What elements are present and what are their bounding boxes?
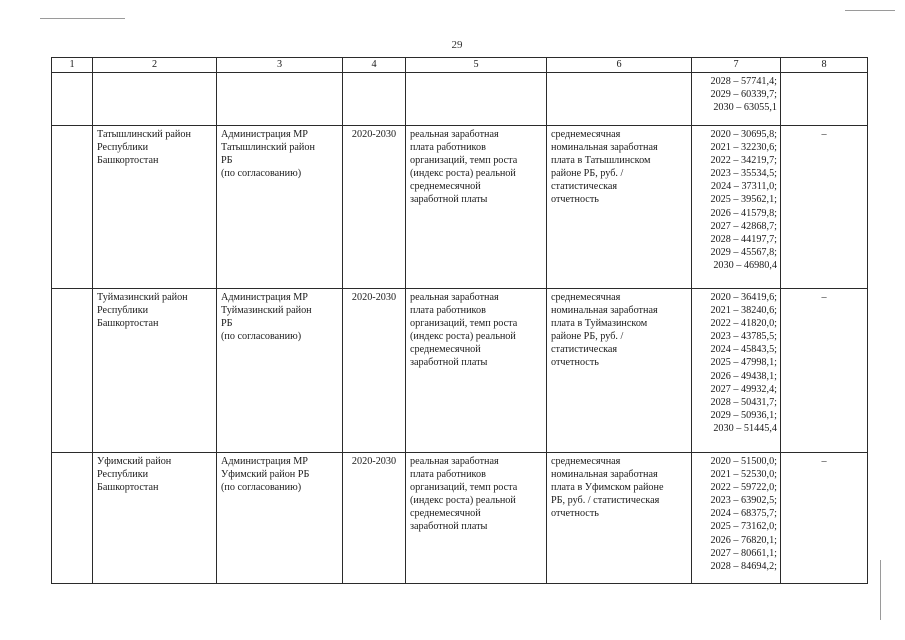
value-line: 2029 – 50936,1;: [710, 409, 777, 421]
cell-indicator: [406, 73, 547, 126]
column-header: 6: [547, 58, 692, 73]
cell-executor: Администрация МР Уфимский район РБ (по согласованию): [217, 453, 343, 584]
value-line: 2022 – 59722,0;: [710, 482, 777, 494]
cell-number: [52, 126, 93, 289]
cell-source: среднемесячная номинальная заработная плата в Уфимском районе РБ, руб. / статистическая отчетность: [547, 453, 692, 584]
cell-period: 2020-2030: [343, 289, 406, 453]
table-row: [52, 126, 868, 289]
value-line: 2023 – 63902,5;: [710, 495, 777, 507]
data-table: [51, 57, 868, 584]
cell-note: [781, 73, 868, 126]
value-line: 2030 – 46980,4: [713, 259, 777, 271]
value-line: 2024 – 37311,0;: [710, 181, 777, 193]
cell-indicator: реальная заработная плата работников организаций, темп роста (индекс роста) реальной среднемесячной заработной платы: [406, 453, 547, 584]
value-line: 2029 – 45567,8;: [710, 246, 777, 258]
cell-number: [52, 453, 93, 584]
table-header-row: [52, 58, 868, 73]
scan-line-top-right: [845, 10, 895, 11]
cell-executor: [217, 73, 343, 126]
column-header: 2: [93, 58, 217, 73]
value-line: 2025 – 39562,1;: [710, 194, 777, 206]
value-line: 2020 – 30695,8;: [710, 129, 777, 140]
value-line: 2030 – 51445,4: [713, 422, 777, 434]
cell-source: среднемесячная номинальная заработная плата в Туймазинском районе РБ, руб. / статистическая отчетность: [547, 289, 692, 453]
cell-period: 2020-2030: [343, 453, 406, 584]
value-line: 2025 – 73162,0;: [710, 521, 777, 533]
cell-note: –: [781, 289, 868, 453]
scan-line-right-edge: [880, 560, 881, 620]
value-line: 2026 – 76820,1;: [710, 534, 777, 546]
value-line: 2028 – 44197,7;: [710, 233, 777, 245]
cell-values: [692, 453, 781, 584]
cell-number: [52, 73, 93, 126]
cell-note: –: [781, 126, 868, 289]
cell-indicator: реальная заработная плата работников организаций, темп роста (индекс роста) реальной среднемесячной заработной платы: [406, 289, 547, 453]
cell-district: Туймазинский район Республики Башкортостан: [93, 289, 217, 453]
value-line: 2021 – 32230,6;: [710, 142, 777, 154]
value-line: 2020 – 36419,6;: [710, 292, 777, 303]
value-line: 2026 – 41579,8;: [710, 207, 777, 219]
cell-values: [692, 126, 781, 289]
column-header: 3: [217, 58, 343, 73]
column-header: 8: [781, 58, 868, 73]
value-line: 2022 – 41820,0;: [710, 318, 777, 330]
cell-executor: Администрация МР Татышлинский район РБ (по согласованию): [217, 126, 343, 289]
cell-executor: Администрация МР Туймазинский район РБ (по согласованию): [217, 289, 343, 453]
cell-period: 2020-2030: [343, 126, 406, 289]
value-line: 2024 – 45843,5;: [710, 344, 777, 356]
table-row: [52, 453, 868, 584]
value-line: 2025 – 47998,1;: [710, 357, 777, 369]
table-row: [52, 289, 868, 453]
column-header: 5: [406, 58, 547, 73]
cell-values: [692, 289, 781, 453]
cell-values: [692, 73, 781, 126]
value-line: 2023 – 35534,5;: [710, 168, 777, 180]
value-line: 2029 – 60339,7;: [710, 89, 777, 101]
value-line: 2020 – 51500,0;: [710, 456, 777, 467]
cell-district: Уфимский район Республики Башкортостан: [93, 453, 217, 584]
value-line: 2027 – 80661,1;: [710, 547, 777, 559]
value-line: 2030 – 63055,1: [713, 102, 777, 114]
value-line: 2021 – 52530,0;: [710, 469, 777, 481]
value-line: 2028 – 57741,4;: [710, 76, 777, 87]
value-line: 2028 – 50431,7;: [710, 396, 777, 408]
column-header: 7: [692, 58, 781, 73]
scan-line-top-left: [40, 18, 125, 19]
value-line: 2021 – 38240,6;: [710, 305, 777, 317]
table-row-continuation: [52, 73, 868, 126]
page-number: 29: [451, 39, 463, 51]
cell-period: [343, 73, 406, 126]
column-header: 4: [343, 58, 406, 73]
value-line: 2024 – 68375,7;: [710, 508, 777, 520]
cell-indicator: реальная заработная плата работников организаций, темп роста (индекс роста) реальной среднемесячной заработной платы: [406, 126, 547, 289]
cell-district: Татышлинский район Республики Башкортостан: [93, 126, 217, 289]
cell-district: [93, 73, 217, 126]
value-line: 2027 – 49932,4;: [710, 383, 777, 395]
column-header: 1: [52, 58, 93, 73]
value-line: 2026 – 49438,1;: [710, 370, 777, 382]
value-line: 2022 – 34219,7;: [710, 155, 777, 167]
cell-source: среднемесячная номинальная заработная плата в Татышлинском районе РБ, руб. / статистическая отчетность: [547, 126, 692, 289]
value-line: 2027 – 42868,7;: [710, 220, 777, 232]
value-line: 2023 – 43785,5;: [710, 331, 777, 343]
cell-note: –: [781, 453, 868, 584]
value-line: 2028 – 84694,2;: [710, 560, 777, 572]
cell-number: [52, 289, 93, 453]
cell-source: [547, 73, 692, 126]
